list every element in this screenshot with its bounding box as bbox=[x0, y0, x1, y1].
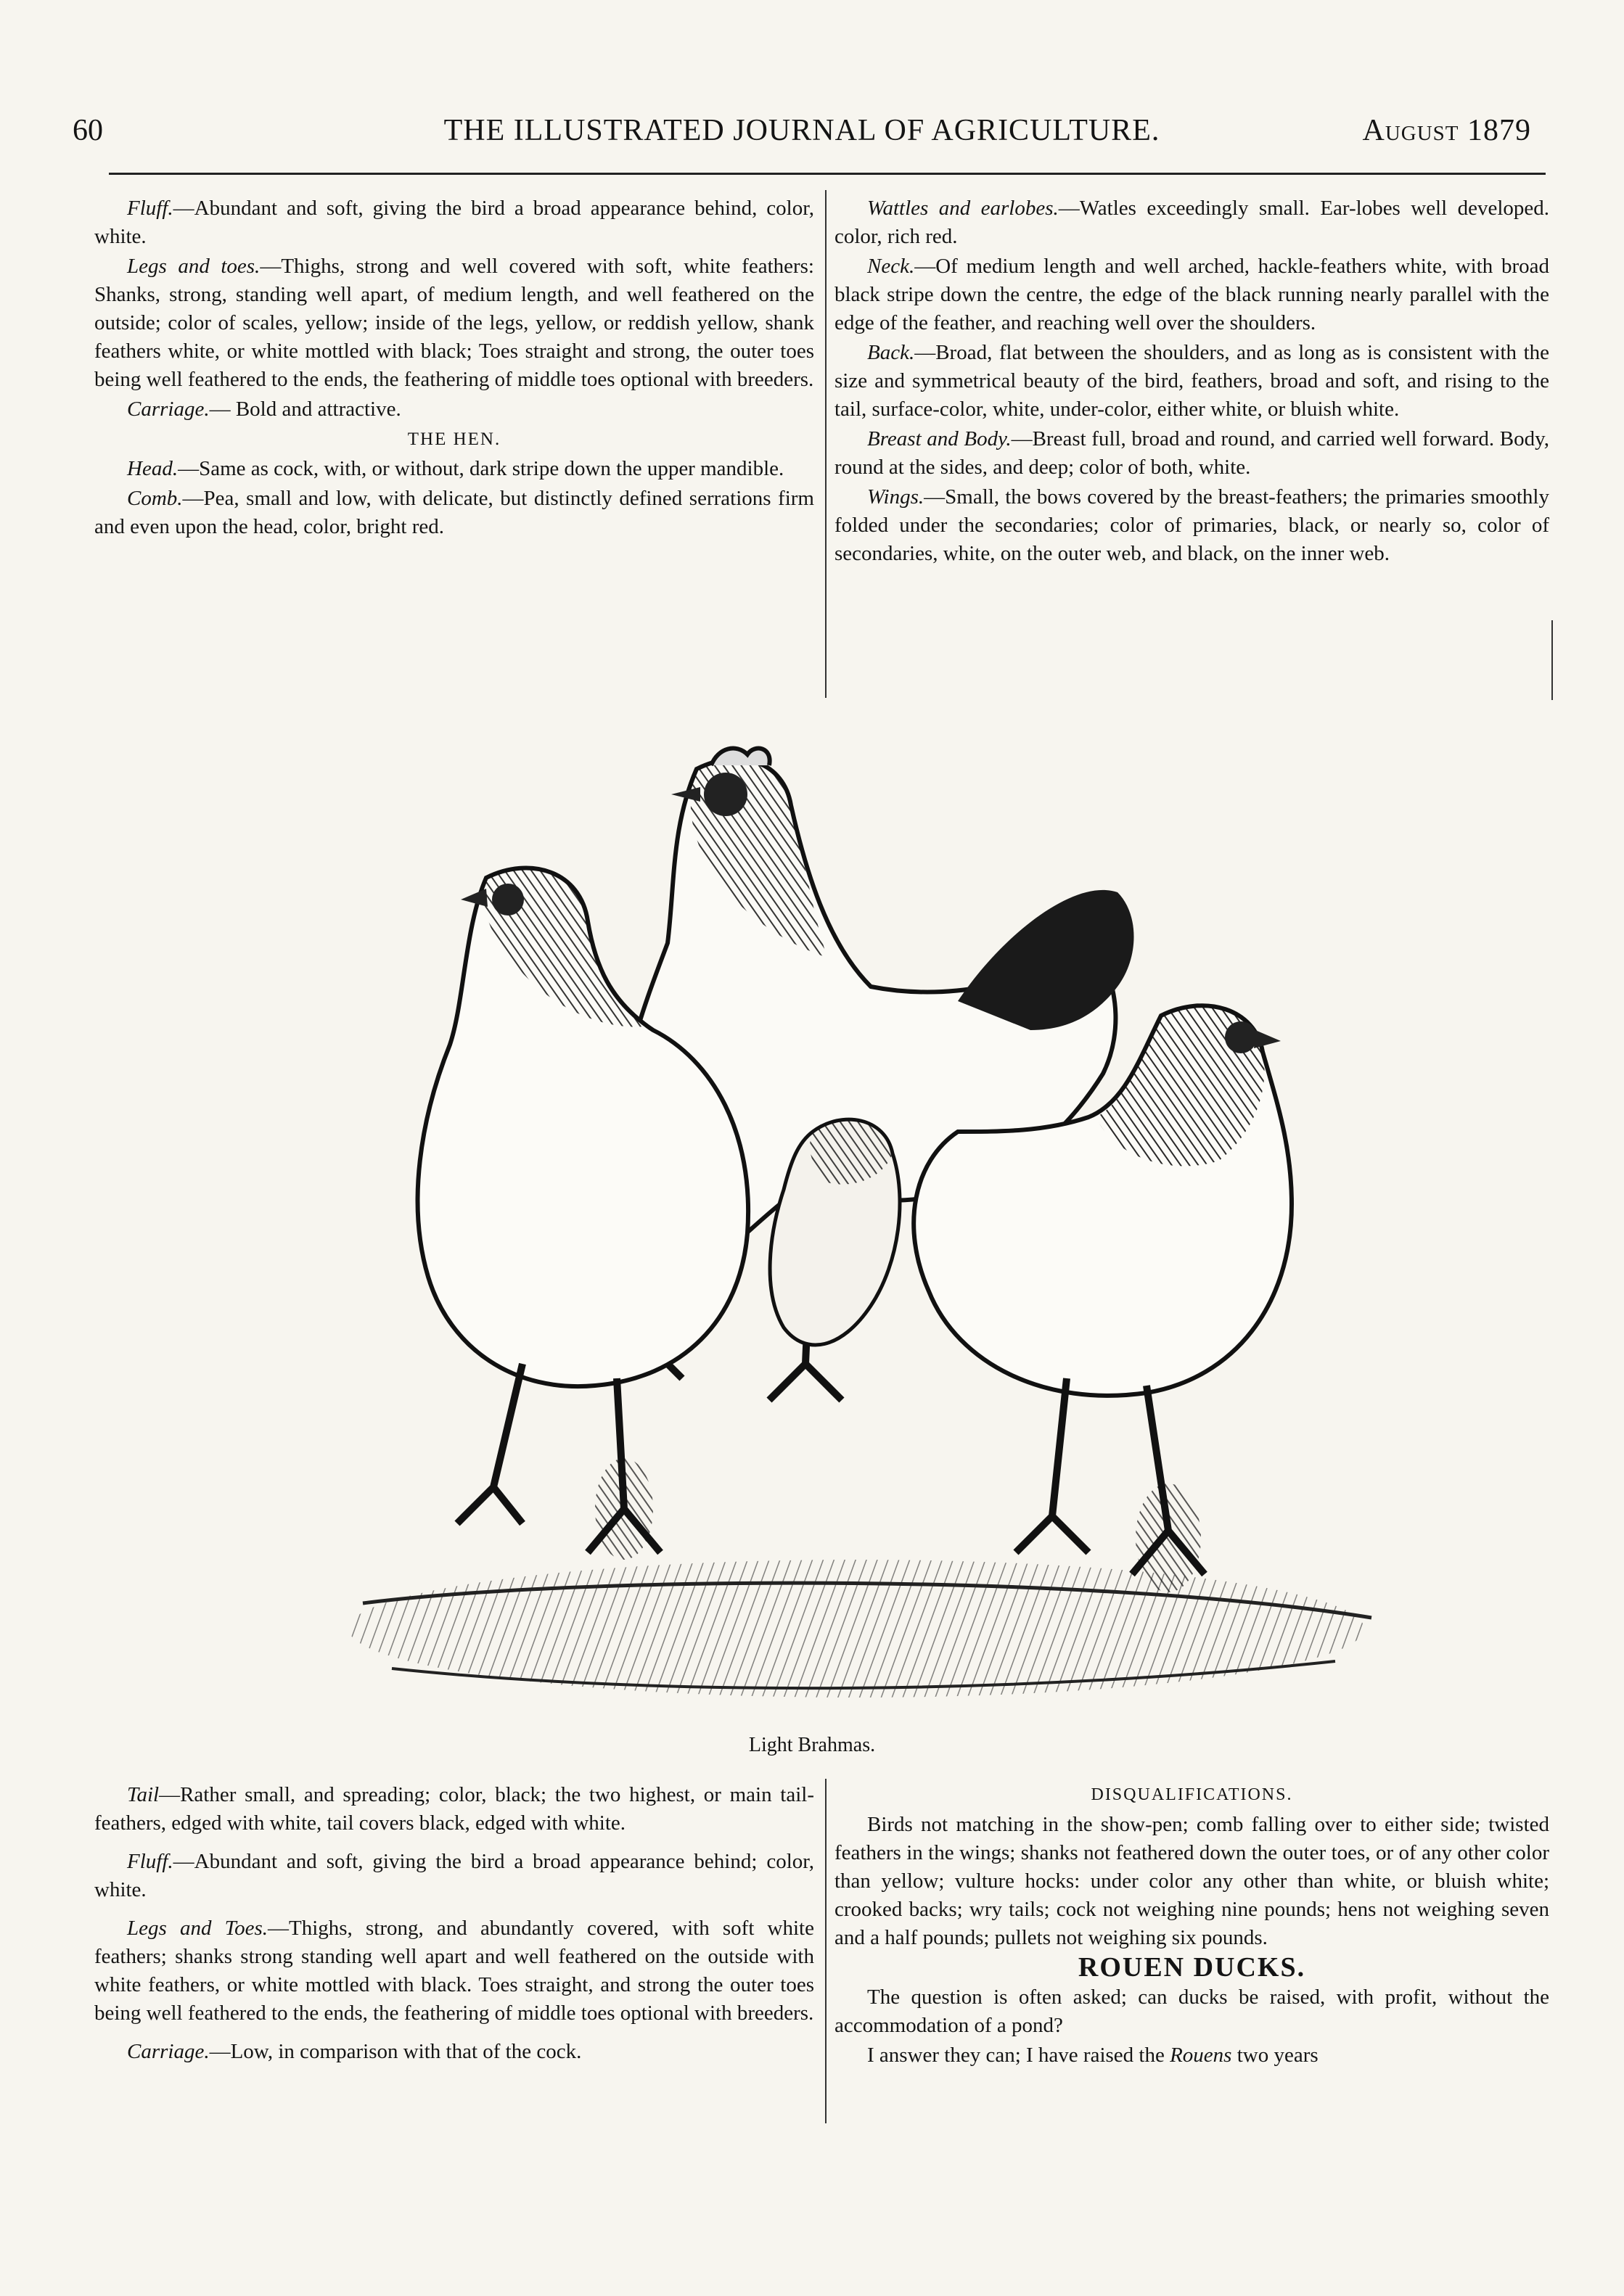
paragraph-text: —Low, in comparison with that of the cock. bbox=[209, 2040, 582, 2063]
chickens-illustration bbox=[305, 725, 1408, 1734]
paragraph-text: —Of medium length and well arched, hackle-feathers white, with broad black stripe down the centre, the edge of the black running nearly parallel with the edge of the feather, and reaching well over the shoulders. bbox=[834, 255, 1549, 334]
paragraph-legs-and-toes-hen bbox=[94, 1914, 814, 2028]
paragraph-carriage bbox=[94, 395, 814, 424]
bottom-right-column bbox=[834, 1781, 1549, 2071]
paragraph-fluff-hen bbox=[94, 1848, 814, 1904]
bottom-left-column bbox=[94, 1781, 814, 2067]
term: Wattles and earlobes. bbox=[867, 197, 1059, 220]
paragraph-disqualifications: Birds not matching in the show-pen; comb falling over to either side; twisted feathers in the wings; shanks not feathered down the outer toes, or of any other color than yellow; vulture hocks: under color any other than white, or bluish white; crooked backs; wry tails; cock not weighing nine pounds; hens not weighing seven and a half pounds; pullets not weighing six pounds. bbox=[834, 1813, 1549, 1949]
header-rule bbox=[109, 173, 1546, 175]
paragraph-text: —Thighs, strong, and abundantly covered, with soft white feathers; shanks strong standing well apart and well feathered on the outside with white feathers, or white mottled with black. Toes straight, and strong the outer toes being well feathered to the ends, the feathering of middle toes optional with breeders. bbox=[94, 1917, 814, 2025]
term: Tail bbox=[127, 1783, 160, 1806]
ground-shading bbox=[348, 1560, 1371, 1698]
paragraph-wattles bbox=[834, 194, 1549, 251]
section-heading-disqualifications: DISQUALIFICATIONS. bbox=[1091, 1785, 1293, 1804]
section-heading-hen: THE HEN. bbox=[407, 429, 501, 449]
paragraph-breast-and-body bbox=[834, 425, 1549, 482]
paragraph-neck bbox=[834, 252, 1549, 337]
brahma-engraving bbox=[305, 725, 1408, 1734]
term: Rouens bbox=[1170, 2044, 1232, 2067]
article-title: ROUEN DUCKS. bbox=[1078, 1952, 1306, 1983]
paragraph-tail bbox=[94, 1781, 814, 1838]
paragraph-fluff bbox=[94, 194, 814, 251]
paragraph-comb bbox=[94, 485, 814, 541]
paragraph-carriage-hen bbox=[94, 2038, 814, 2066]
running-header bbox=[73, 109, 1531, 152]
paragraph-text: two years bbox=[1231, 2044, 1319, 2067]
paragraph-text: —Abundant and soft, giving the bird a broad appearance behind; color, white. bbox=[94, 1850, 814, 1901]
term: Fluff. bbox=[127, 1850, 173, 1873]
top-right-column bbox=[834, 194, 1549, 569]
top-left-column bbox=[94, 194, 814, 543]
paragraph-text: —Rather small, and spreading; color, black; the two highest, or main tail-feathers, edged with white, tail covers black, edged with white. bbox=[94, 1783, 814, 1835]
paragraph-text: —Small, the bows covered by the breast-feathers; the primaries smoothly folded under the secondaries; color of primaries, black, or nearly so, color of secondaries, white, on the outer web, and black, on the inner web. bbox=[834, 485, 1549, 565]
paragraph-head bbox=[94, 455, 814, 483]
term: Legs and toes. bbox=[127, 255, 261, 278]
term: Carriage. bbox=[127, 2040, 210, 2063]
term: Wings. bbox=[867, 485, 924, 509]
column-divider-bottom bbox=[825, 1779, 827, 2123]
term: Fluff. bbox=[127, 197, 173, 220]
term: Back. bbox=[867, 341, 915, 364]
term: Legs and Toes. bbox=[127, 1917, 268, 1940]
issue-date: August 1879 bbox=[1362, 114, 1531, 147]
term: Carriage. bbox=[127, 398, 210, 421]
paragraph-text: —Thighs, strong and well covered with soft, white feathers: Shanks, strong, standing well apart, of medium length, and well feathered on the outside; color of scales, yellow; inside of the legs, yellow, or reddish yellow, shank feathers white, or white mottled with black; Toes straight and strong, the outer toes being well feathered to the ends, the feathering of middle toes optional with breeders. bbox=[94, 255, 814, 391]
term: Head. bbox=[127, 457, 179, 480]
paragraph-answer bbox=[834, 2041, 1549, 2070]
paragraph-question: The question is often asked; can ducks be raised, with profit, without the accommodation of a pond? bbox=[834, 1986, 1549, 2037]
column-divider bbox=[825, 190, 827, 698]
journal-title: THE ILLUSTRATED JOURNAL OF AGRICULTURE. bbox=[443, 114, 1160, 147]
paragraph-text: —Breast full, broad and round, and carried well forward. Body, round at the sides, and deep; color of both, white. bbox=[834, 427, 1549, 479]
page-number: 60 bbox=[73, 114, 103, 147]
paragraph-back bbox=[834, 339, 1549, 424]
margin-rule bbox=[1551, 620, 1553, 700]
figure-caption: Light Brahmas. bbox=[748, 1734, 876, 1756]
paragraph-text: —Broad, flat between the shoulders, and as long as is consistent with the size and symmetrical beauty of the bird, feathers, broad and soft, and rising to the tail, surface-color, white, under-color, either white, or bluish white. bbox=[834, 341, 1549, 421]
paragraph-wings bbox=[834, 483, 1549, 568]
paragraph-legs-and-toes bbox=[94, 252, 814, 394]
paragraph-text: —Watles exceedingly small. Ear-lobes well developed. color, rich red. bbox=[834, 197, 1549, 248]
term: Neck. bbox=[867, 255, 915, 278]
term: Breast and Body. bbox=[867, 427, 1012, 450]
paragraph-text: —Pea, small and low, with delicate, but distinctly defined serrations firm and even upon the head, color, bright red. bbox=[94, 487, 814, 538]
paragraph-text: —Abundant and soft, giving the bird a broad appearance behind, color, white. bbox=[94, 197, 814, 248]
paragraph-text: I answer they can; I have raised the bbox=[867, 2044, 1170, 2067]
paragraph-text: — Bold and attractive. bbox=[209, 398, 401, 421]
paragraph-text: —Same as cock, with, or without, dark stripe down the upper mandible. bbox=[178, 457, 784, 480]
term: Comb. bbox=[127, 487, 183, 510]
